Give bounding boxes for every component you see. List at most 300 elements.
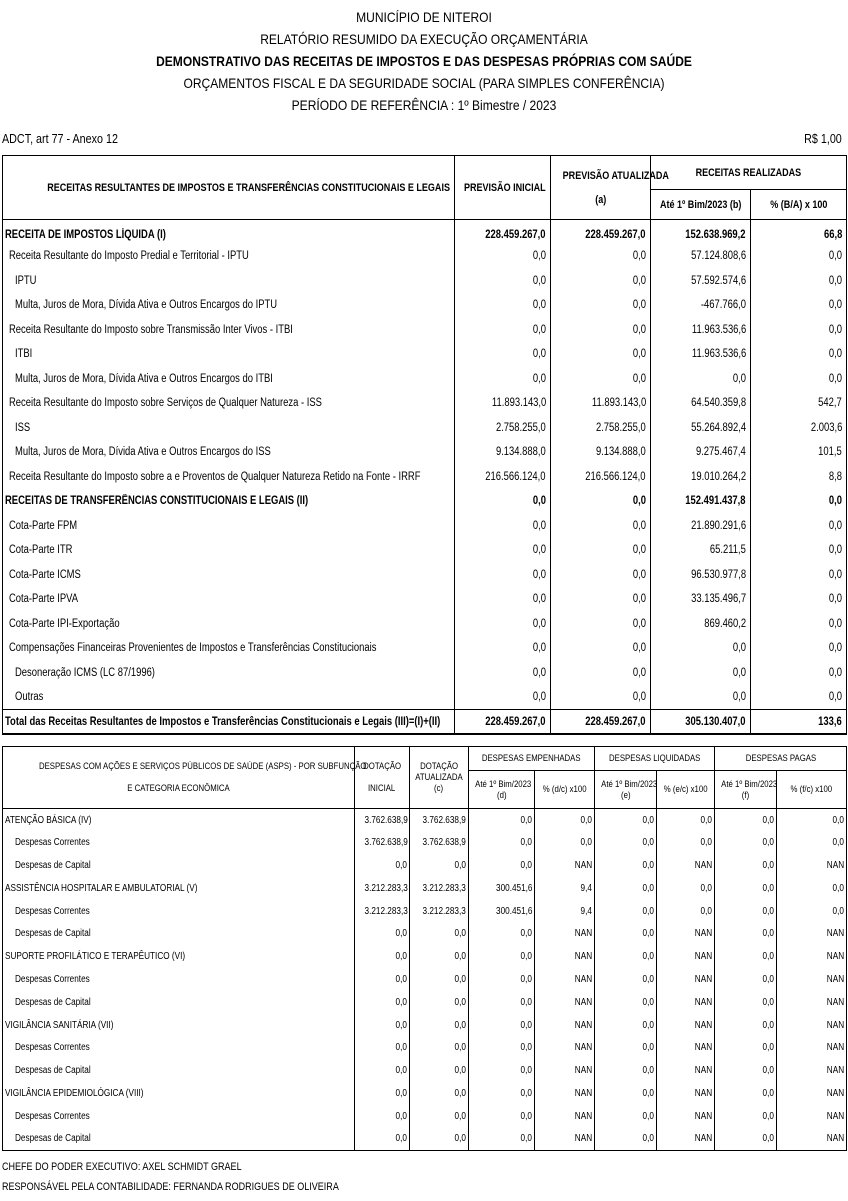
realized-to-date-value: 19.010.264,2 [651,465,751,490]
realized-percent-value: 0,0 [751,269,847,294]
updated-forecast-value: 0,0 [551,293,651,318]
revenue-row [3,342,847,367]
realized-percent-value: 0,0 [751,587,847,612]
initial-appropriation-value: 0,0 [355,1014,410,1037]
revenue-row [3,318,847,343]
updated-appropriation-value: 0,0 [410,991,469,1014]
paid-percent-value: NAN [777,968,847,991]
paid-to-date-header: Até 1º Bim/2023 (f) [715,771,777,809]
initial-forecast-value: 0,0 [455,293,551,318]
settled-to-date-value: 0,0 [595,945,657,968]
updated-appropriation-header: DOTAÇÃO ATUALIZADA (c) [410,747,469,809]
expense-row [3,991,847,1014]
updated-appropriation-value: 3.762.638,9 [410,809,469,832]
settled-percent-value: NAN [657,1036,715,1059]
committed-to-date-value: 0,0 [469,809,535,832]
committed-percent-value: NAN [535,1036,595,1059]
realized-to-date-value: 21.890.291,6 [651,514,751,539]
realized-to-date-value: 11.963.536,6 [651,318,751,343]
revenue-row-label: Compensações Financeiras Provenientes de Impostos e Transferências Constitucionais [3,636,455,661]
expense-row-label: Despesas Correntes [3,900,355,923]
realized-percent-value: 66,8 [751,220,847,245]
committed-to-date-value: 0,0 [469,1128,535,1151]
settled-to-date-value: 0,0 [595,922,657,945]
expense-row-label: Despesas Correntes [3,1036,355,1059]
updated-forecast-value: 0,0 [551,244,651,269]
updated-forecast-value: 0,0 [551,318,651,343]
updated-forecast-total: 228.459.267,0 [551,710,651,735]
realized-percent-value: 2.003,6 [751,416,847,441]
initial-forecast-value: 0,0 [455,685,551,710]
updated-forecast-value: 11.893.143,0 [551,391,651,416]
revenue-row [3,636,847,661]
settled-to-date-header: Até 1º Bim/2023 (e) [595,771,657,809]
revenue-row-label: ITBI [3,342,455,367]
updated-forecast-value: 2.758.255,0 [551,416,651,441]
expense-row-label: Despesas de Capital [3,854,355,877]
realized-percent-value: 0,0 [751,685,847,710]
revenue-row-label: IPTU [3,269,455,294]
updated-forecast-value: 0,0 [551,489,651,514]
revenue-row [3,416,847,441]
initial-forecast-value: 0,0 [455,538,551,563]
expense-row-label: SUPORTE PROFILÁTICO E TERAPÊUTICO (VI) [3,945,355,968]
settled-percent-header: % (e/c) x100 [657,771,715,809]
committed-percent-value: NAN [535,1082,595,1105]
committed-to-date-value: 0,0 [469,1105,535,1128]
committed-to-date-value: 0,0 [469,854,535,877]
initial-appropriation-value: 3.212.283,3 [355,900,410,923]
paid-percent-value: NAN [777,1036,847,1059]
initial-appropriation-value: 0,0 [355,968,410,991]
committed-percent-value: NAN [535,991,595,1014]
committed-to-date-value: 0,0 [469,922,535,945]
updated-forecast-value: 0,0 [551,342,651,367]
paid-percent-value: NAN [777,854,847,877]
revenue-row [3,269,847,294]
initial-forecast-value: 0,0 [455,661,551,686]
revenue-total-row [3,710,847,735]
settled-percent-value: NAN [657,945,715,968]
revenue-row-label: Multa, Juros de Mora, Dívida Ativa e Outros Encargos do IPTU [3,293,455,318]
realized-percent-total: 133,6 [751,710,847,735]
initial-forecast-value: 0,0 [455,587,551,612]
realized-to-date-value: 0,0 [651,685,751,710]
paid-percent-value: NAN [777,1128,847,1151]
committed-to-date-value: 0,0 [469,1082,535,1105]
expense-row-label: ASSISTÊNCIA HOSPITALAR E AMBULATORIAL (V) [3,877,355,900]
updated-appropriation-value: 0,0 [410,1014,469,1037]
expense-row-label: ATENÇÃO BÁSICA (IV) [3,809,355,832]
revenue-row [3,514,847,539]
paid-to-date-value: 0,0 [715,968,777,991]
realized-percent-value: 0,0 [751,489,847,514]
updated-appropriation-value: 0,0 [410,922,469,945]
expense-row [3,854,847,877]
settled-percent-value: NAN [657,1128,715,1151]
initial-forecast-value: 0,0 [455,612,551,637]
settled-percent-value: NAN [657,1014,715,1037]
realized-percent-value: 8,8 [751,465,847,490]
initial-forecast-value: 11.893.143,0 [455,391,551,416]
initial-forecast-value: 0,0 [455,514,551,539]
revenue-row-label: Receita Resultante do Imposto sobre Serviços de Qualquer Natureza - ISS [3,391,455,416]
revenue-row-label: ISS [3,416,455,441]
expense-row [3,1105,847,1128]
settled-to-date-value: 0,0 [595,1059,657,1082]
expense-row-label: Despesas de Capital [3,922,355,945]
settled-expenses-header: DESPESAS LIQUIDADAS [595,747,715,771]
paid-percent-value: NAN [777,945,847,968]
revenue-row-label: Cota-Parte ICMS [3,563,455,588]
realized-to-date-value: 0,0 [651,661,751,686]
municipality-title: MUNICÍPIO DE NITEROI [356,9,492,25]
revenue-row [3,391,847,416]
expense-row [3,922,847,945]
paid-percent-value: 0,0 [777,900,847,923]
committed-percent-value: 9,4 [535,877,595,900]
updated-appropriation-value: 0,0 [410,1082,469,1105]
revenue-row [3,440,847,465]
expense-row-label: Despesas Correntes [3,1105,355,1128]
updated-forecast-value: 9.134.888,0 [551,440,651,465]
paid-expenses-header: DESPESAS PAGAS [715,747,847,771]
budget-scope: ORÇAMENTOS FISCAL E DA SEGURIDADE SOCIAL (PARA SIMPLES CONFERÊNCIA) [183,75,665,91]
expense-row [3,1014,847,1037]
realized-percent-value: 0,0 [751,514,847,539]
updated-forecast-value: 0,0 [551,587,651,612]
currency-unit: R$ 1,00 [804,132,842,146]
revenue-table [2,155,847,735]
initial-forecast-value: 0,0 [455,563,551,588]
updated-appropriation-value: 0,0 [410,1128,469,1151]
paid-percent-value: NAN [777,1059,847,1082]
executive-chief: CHEFE DO PODER EXECUTIVO: AXEL SCHMIDT GRAEL [2,1161,242,1173]
initial-forecast-header: PREVISÃO INICIAL [455,156,551,220]
expense-label-header: DESPESAS COM AÇÕES E SERVIÇOS PÚBLICOS DE SAÚDE (ASPS) - POR SUBFUNÇÃO E CATEGORIA ECONÔMICA [3,747,355,809]
report-title: RELATÓRIO RESUMIDO DA EXECUÇÃO ORÇAMENTÁRIA [260,31,588,47]
expense-row-label: Despesas de Capital [3,1128,355,1151]
report-header [0,6,848,116]
paid-percent-value: NAN [777,991,847,1014]
expense-row-label: VIGILÂNCIA SANITÁRIA (VII) [3,1014,355,1037]
revenue-row-label: Cota-Parte FPM [3,514,455,539]
committed-to-date-header: Até 1º Bim/2023 (d) [469,771,535,809]
committed-percent-value: NAN [535,854,595,877]
realized-to-date-value: 11.963.536,6 [651,342,751,367]
updated-appropriation-value: 3.212.283,3 [410,900,469,923]
paid-to-date-value: 0,0 [715,1036,777,1059]
initial-forecast-value: 0,0 [455,367,551,392]
initial-forecast-value: 0,0 [455,318,551,343]
updated-forecast-value: 216.566.124,0 [551,465,651,490]
expense-row [3,1059,847,1082]
realized-percent-value: 0,0 [751,244,847,269]
committed-percent-value: 0,0 [535,809,595,832]
settled-to-date-value: 0,0 [595,1128,657,1151]
paid-percent-value: 0,0 [777,831,847,854]
realized-to-date-value: 55.264.892,4 [651,416,751,441]
initial-appropriation-value: 0,0 [355,1036,410,1059]
revenue-row [3,685,847,710]
revenue-row [3,465,847,490]
expense-row [3,1082,847,1105]
committed-percent-value: NAN [535,1105,595,1128]
realized-to-date-value: 0,0 [651,367,751,392]
statement-title: DEMONSTRATIVO DAS RECEITAS DE IMPOSTOS E DAS DESPESAS PRÓPRIAS COM SAÚDE [156,53,692,69]
revenue-row-label: Receita Resultante do Imposto sobre Transmissão Inter Vivos - ITBI [3,318,455,343]
committed-to-date-value: 0,0 [469,945,535,968]
accounting-responsible: RESPONSÁVEL PELA CONTABILIDADE: FERNANDA RODRIGUES DE OLIVEIRA [2,1181,339,1193]
updated-forecast-value: 228.459.267,0 [551,220,651,245]
realized-to-date-value: 152.491.437,8 [651,489,751,514]
settled-percent-value: 0,0 [657,877,715,900]
settled-to-date-value: 0,0 [595,968,657,991]
initial-forecast-value: 2.758.255,0 [455,416,551,441]
settled-percent-value: NAN [657,968,715,991]
initial-forecast-value: 0,0 [455,269,551,294]
updated-appropriation-value: 0,0 [410,968,469,991]
realized-revenue-header: RECEITAS REALIZADAS [651,156,847,190]
revenue-row [3,244,847,269]
revenue-total-label: Total das Receitas Resultantes de Impostos e Transferências Constitucionais e Legais (III)=(I)+(II) [3,710,455,735]
revenue-row [3,538,847,563]
settled-to-date-value: 0,0 [595,1082,657,1105]
realized-to-date-header: Até 1º Bim/2023 (b) [651,190,751,220]
paid-to-date-value: 0,0 [715,1059,777,1082]
committed-to-date-value: 0,0 [469,1036,535,1059]
paid-to-date-value: 0,0 [715,922,777,945]
initial-forecast-value: 9.134.888,0 [455,440,551,465]
paid-percent-value: 0,0 [777,809,847,832]
committed-percent-value: NAN [535,1059,595,1082]
revenue-row-label: RECEITA DE IMPOSTOS LÍQUIDA (I) [3,220,455,245]
settled-percent-value: NAN [657,854,715,877]
paid-percent-value: NAN [777,1014,847,1037]
expense-row [3,831,847,854]
updated-forecast-value: 0,0 [551,563,651,588]
settled-to-date-value: 0,0 [595,1105,657,1128]
realized-percent-header: % (B/A) x 100 [751,190,847,220]
settled-to-date-value: 0,0 [595,900,657,923]
updated-forecast-value: 0,0 [551,538,651,563]
revenue-row [3,489,847,514]
realized-to-date-value: 9.275.467,4 [651,440,751,465]
initial-forecast-value: 216.566.124,0 [455,465,551,490]
updated-forecast-value: 0,0 [551,661,651,686]
initial-appropriation-value: 0,0 [355,1105,410,1128]
paid-to-date-value: 0,0 [715,854,777,877]
settled-to-date-value: 0,0 [595,991,657,1014]
paid-percent-value: 0,0 [777,877,847,900]
expense-row-label: Despesas de Capital [3,991,355,1014]
realized-to-date-value: 65.211,5 [651,538,751,563]
realized-percent-value: 542,7 [751,391,847,416]
revenue-row-label: Cota-Parte ITR [3,538,455,563]
committed-to-date-value: 0,0 [469,1014,535,1037]
expense-row [3,968,847,991]
paid-to-date-value: 0,0 [715,831,777,854]
expense-row [3,809,847,832]
revenue-row [3,220,847,245]
settled-to-date-value: 0,0 [595,854,657,877]
realized-to-date-value: 152.638.969,2 [651,220,751,245]
revenue-row [3,612,847,637]
committed-expenses-header: DESPESAS EMPENHADAS [469,747,595,771]
revenue-label-header: RECEITAS RESULTANTES DE IMPOSTOS E TRANSFERÊNCIAS CONSTITUCIONAIS E LEGAIS [3,156,455,220]
settled-percent-value: NAN [657,922,715,945]
initial-appropriation-value: 0,0 [355,854,410,877]
settled-percent-value: NAN [657,1082,715,1105]
committed-percent-value: NAN [535,1014,595,1037]
expense-row-label: Despesas Correntes [3,831,355,854]
committed-to-date-value: 0,0 [469,968,535,991]
realized-percent-value: 0,0 [751,342,847,367]
initial-appropriation-value: 0,0 [355,1082,410,1105]
initial-appropriation-value: 3.762.638,9 [355,809,410,832]
reference-period: PERÍODO DE REFERÊNCIA : 1º Bimestre / 2023 [291,97,557,113]
realized-percent-value: 0,0 [751,538,847,563]
updated-appropriation-value: 0,0 [410,945,469,968]
settled-percent-value: NAN [657,991,715,1014]
settled-to-date-value: 0,0 [595,1014,657,1037]
realized-to-date-total: 305.130.407,0 [651,710,751,735]
updated-appropriation-value: 0,0 [410,1036,469,1059]
paid-percent-value: NAN [777,1105,847,1128]
realized-percent-value: 101,5 [751,440,847,465]
initial-appropriation-value: 3.212.283,3 [355,877,410,900]
updated-forecast-value: 0,0 [551,636,651,661]
updated-forecast-header: PREVISÃO ATUALIZADA (a) [551,156,651,220]
committed-to-date-value: 0,0 [469,991,535,1014]
realized-percent-value: 0,0 [751,367,847,392]
updated-forecast-value: 0,0 [551,367,651,392]
realized-percent-value: 0,0 [751,563,847,588]
expense-row [3,945,847,968]
paid-percent-value: NAN [777,922,847,945]
settled-percent-value: 0,0 [657,809,715,832]
updated-forecast-value: 0,0 [551,685,651,710]
updated-forecast-value: 0,0 [551,269,651,294]
realized-percent-value: 0,0 [751,318,847,343]
legal-reference: ADCT, art 77 - Anexo 12 [2,132,118,146]
expense-row-label: VIGILÂNCIA EPIDEMIOLÓGICA (VIII) [3,1082,355,1105]
committed-percent-value: NAN [535,968,595,991]
settled-percent-value: 0,0 [657,900,715,923]
revenue-row [3,563,847,588]
paid-to-date-value: 0,0 [715,877,777,900]
revenue-row [3,661,847,686]
updated-appropriation-value: 0,0 [410,1059,469,1082]
revenue-row-label: Receita Resultante do Imposto sobre a e Proventos de Qualquer Natureza Retido na Fonte - IRRF [3,465,455,490]
initial-appropriation-value: 0,0 [355,945,410,968]
paid-to-date-value: 0,0 [715,1105,777,1128]
initial-forecast-value: 0,0 [455,489,551,514]
initial-forecast-value: 0,0 [455,636,551,661]
realized-percent-value: 0,0 [751,612,847,637]
initial-appropriation-value: 0,0 [355,922,410,945]
expense-row-label: Despesas de Capital [3,1059,355,1082]
initial-appropriation-header: DOTAÇÃO INICIAL [355,747,410,809]
committed-to-date-value: 0,0 [469,1059,535,1082]
revenue-row-label: Cota-Parte IPI-Exportação [3,612,455,637]
initial-appropriation-value: 0,0 [355,1059,410,1082]
realized-to-date-value: 57.592.574,6 [651,269,751,294]
initial-forecast-value: 0,0 [455,244,551,269]
revenue-row-label: Multa, Juros de Mora, Dívida Ativa e Outros Encargos do ITBI [3,367,455,392]
revenue-row-label: Multa, Juros de Mora, Dívida Ativa e Outros Encargos do ISS [3,440,455,465]
revenue-row-label: RECEITAS DE TRANSFERÊNCIAS CONSTITUCIONAIS E LEGAIS (II) [3,489,455,514]
initial-appropriation-value: 0,0 [355,991,410,1014]
health-expense-table [2,746,847,1151]
revenue-row-label: Desoneração ICMS (LC 87/1996) [3,661,455,686]
settled-to-date-value: 0,0 [595,877,657,900]
paid-to-date-value: 0,0 [715,900,777,923]
settled-percent-value: NAN [657,1105,715,1128]
realized-to-date-value: 0,0 [651,636,751,661]
paid-percent-value: NAN [777,1082,847,1105]
revenue-row-label: Outras [3,685,455,710]
committed-to-date-value: 300.451,6 [469,900,535,923]
settled-percent-value: 0,0 [657,831,715,854]
expense-row [3,877,847,900]
revenue-row [3,587,847,612]
paid-to-date-value: 0,0 [715,1082,777,1105]
paid-to-date-value: 0,0 [715,1014,777,1037]
expense-row [3,900,847,923]
updated-appropriation-value: 3.212.283,3 [410,877,469,900]
initial-forecast-value: 0,0 [455,342,551,367]
revenue-row [3,367,847,392]
realized-to-date-value: -467.766,0 [651,293,751,318]
realized-to-date-value: 869.460,2 [651,612,751,637]
paid-to-date-value: 0,0 [715,991,777,1014]
realized-percent-value: 0,0 [751,636,847,661]
realized-to-date-value: 96.530.977,8 [651,563,751,588]
committed-to-date-value: 300.451,6 [469,877,535,900]
expense-row-label: Despesas Correntes [3,968,355,991]
realized-percent-value: 0,0 [751,661,847,686]
paid-to-date-value: 0,0 [715,945,777,968]
realized-to-date-value: 57.124.808,6 [651,244,751,269]
committed-percent-value: NAN [535,922,595,945]
committed-percent-value: NAN [535,945,595,968]
settled-percent-value: NAN [657,1059,715,1082]
initial-appropriation-value: 0,0 [355,1128,410,1151]
settled-to-date-value: 0,0 [595,831,657,854]
realized-to-date-value: 33.135.496,7 [651,587,751,612]
settled-to-date-value: 0,0 [595,1036,657,1059]
committed-to-date-value: 0,0 [469,831,535,854]
settled-to-date-value: 0,0 [595,809,657,832]
expense-row [3,1036,847,1059]
paid-to-date-value: 0,0 [715,1128,777,1151]
initial-forecast-value: 228.459.267,0 [455,220,551,245]
updated-forecast-value: 0,0 [551,514,651,539]
updated-appropriation-value: 0,0 [410,854,469,877]
updated-appropriation-value: 3.762.638,9 [410,831,469,854]
realized-percent-value: 0,0 [751,293,847,318]
revenue-row [3,293,847,318]
updated-forecast-value: 0,0 [551,612,651,637]
updated-appropriation-value: 0,0 [410,1105,469,1128]
initial-appropriation-value: 3.762.638,9 [355,831,410,854]
committed-percent-value: NAN [535,1128,595,1151]
realized-to-date-value: 64.540.359,8 [651,391,751,416]
revenue-row-label: Receita Resultante do Imposto Predial e Territorial - IPTU [3,244,455,269]
committed-percent-value: 0,0 [535,831,595,854]
committed-percent-value: 9,4 [535,900,595,923]
